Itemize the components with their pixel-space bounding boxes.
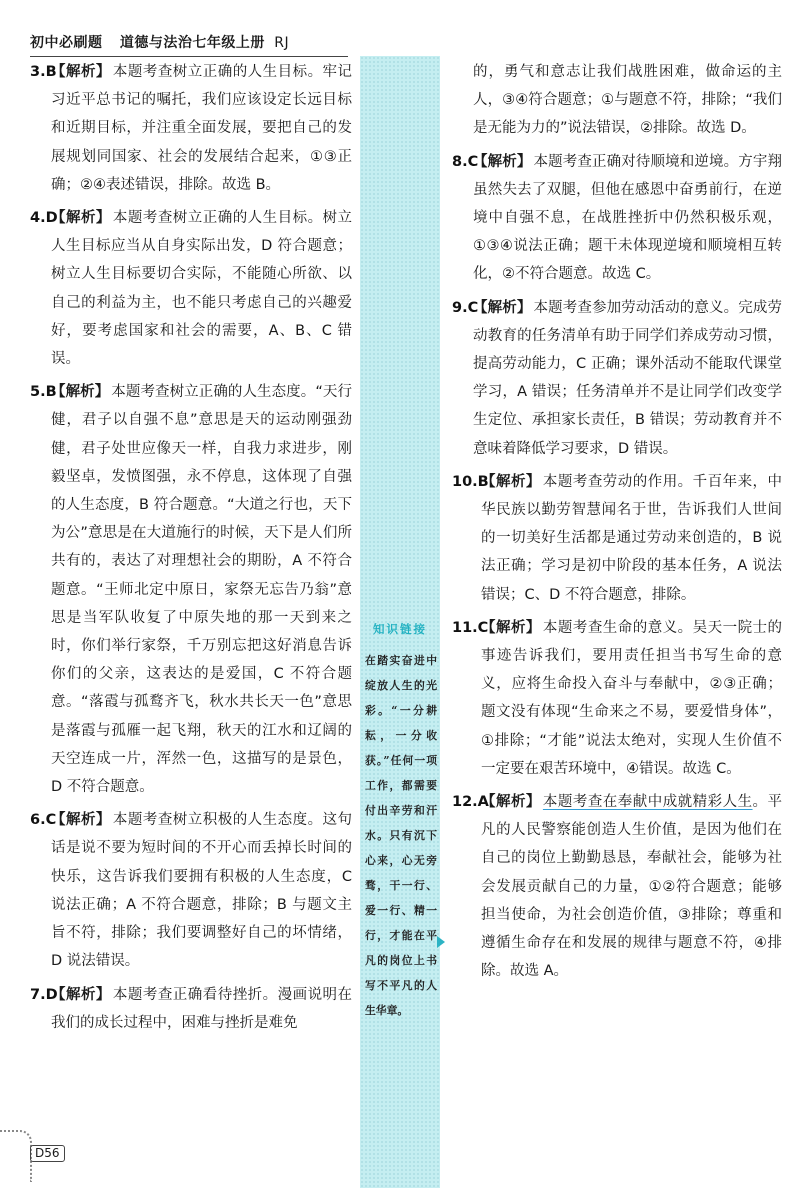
book-title: 初中必刷题 (30, 35, 103, 51)
analysis-tag: 【解析】 (51, 64, 111, 80)
analysis-tag: 【解析】 (481, 619, 541, 636)
analysis-tag: 【解析】 (51, 210, 111, 227)
answer-text: 本题考查树立正确的人生态度。“天行健，君子以自强不息”意思是天的运动刚强劲健，君子处世应像天一样，自我力求进步，刚毅坚卓，发愤图强，永不停息，这体现了自强的人生态度，B 符合题意。“大道之行也，天下为公”意思是在大道施行的时候，天下是人们所共有的，表达了对理想社会的期盼，A 不符合题意。“王师北定中原日，家祭无忘告乃翁”意思是当军队收复了中原失地的那一天到来之时，你们举行家祭，千万别忘把这好消息告诉你们的父亲，这表达的是爱国，C 不符合题意。“落霞与孤鹜齐飞，秋水共长天一色”意思是落霞与孤雁一起飞翔，秋天的江水和辽阔的天空连成一片，浑然一色，这描写的是景色，D 不符合题意。 (51, 384, 352, 796)
answer-text: 本题考查树立正确的人生目标。树立人生目标应当从自身实际出发，D 符合题意；树立人生目标要切合实际，不能随心所欲、以自己的利益为主，也不能只考虑自己的兴趣爱好，要考虑国家和社会的需要，A、B、C 错误。 (51, 210, 353, 368)
answer-number: 5.B (30, 384, 57, 401)
edition-label: RJ (274, 35, 290, 51)
answer-number: 10.B (452, 473, 489, 490)
answer-number: 12.A (452, 794, 489, 811)
answer-item (452, 468, 782, 609)
answer-item (452, 788, 782, 985)
analysis-tag: 【解析】 (51, 986, 111, 1003)
analysis-tag: 【解析】 (51, 812, 111, 829)
answer-item (30, 204, 352, 373)
answer-number: 9.C (452, 299, 479, 316)
page-number: D56 (30, 1145, 65, 1162)
analysis-tag: 【解析】 (51, 384, 110, 401)
answer-text: 。平凡的人民警察能创造人生价值，是因为他们在自己的岗位上勤勤恳恳，奉献社会，能够为社会发展贡献自己的力量，①②符合题意；能够担当使命，为社会创造价值，③排除；尊重和遵循生命存在和发展的规律与题意不符，④排除。故选 A。 (481, 794, 783, 980)
sidebar-body: 在踏实奋进中绽放人生的光彩。“一分耕耘，一分收获。”任何一项工作，都需要付出辛劳和汗水。只有沉下心来，心无旁骛，干一行、爱一行、精一行，才能在平凡的岗位上书写不平凡的人生华章。 (365, 654, 437, 1017)
analysis-tag: 【解析】 (473, 299, 532, 316)
answer-item (452, 294, 782, 463)
answer-column-right (452, 58, 782, 991)
answer-number: 7.D (30, 986, 58, 1003)
answer-text: 本题考查正确看待挫折。漫画说明在我们的成长过程中，困难与挫折是难免 (51, 986, 353, 1031)
answer-text: 的，勇气和意志让我们战胜困难，做命运的主人，③④符合题意；①与题意不符，排除；“我们是无能为力的”说法错误，②排除。故选 D。 (473, 64, 782, 137)
answer-item (30, 58, 352, 199)
answer-text: 本题考查正确对待顺境和逆境。方宇翔虽然失去了双腿，但他在感恩中奋勇前行，在逆境中自强不息，在战胜挫折中仍然积极乐观，①③④说法正确；题干未体现逆境和顺境相互转化，②不符合题意。故选 C。 (473, 153, 782, 283)
answer-item (452, 614, 782, 783)
answer-column-left (30, 58, 352, 1042)
analysis-tag: 【解析】 (481, 473, 541, 490)
answer-text: 本题考查生命的意义。吴天一院士的事迹告诉我们，要用责任担当书写生命的意义，应将生命投入奋斗与奉献中，②③正确；题文没有体现“生命来之不易，要爱惜身体”，①排除；“才能”说法太绝对，实现人生价值不一定要在艰苦环境中，④错误。故选 C。 (481, 619, 783, 777)
answer-text: 本题考查树立正确的人生目标。牢记习近平总书记的嘱托，我们应该设定长远目标和近期目标，并注重全面发展，要把自己的发展规划同国家、社会的发展结合起来，①③正确；②④表述错误，排除。故选 B。 (51, 64, 353, 193)
analysis-tag: 【解析】 (481, 794, 541, 811)
answer-item (30, 981, 352, 1037)
sidebar-title: 知识链接 (373, 622, 427, 636)
corner-decoration (0, 1130, 32, 1182)
answer-number: 4.D (30, 210, 58, 227)
analysis-tag: 【解析】 (473, 153, 532, 170)
answer-item (30, 378, 352, 801)
highlighted-text: 本题考查在奉献中成就精彩人生 (542, 794, 753, 811)
answer-text: 本题考查参加劳动活动的意义。完成劳动教育的任务清单有助于同学们养成劳动习惯，提高劳动能力，C 正确；课外活动不能取代课堂学习，A 错误；任务清单并不是让同学们改变学生定位、承担家长责任，B 错误；劳动教育并不意味着降低学习要求，D 错误。 (473, 299, 782, 457)
answer-number: 11.C (452, 619, 489, 636)
answer-text: 本题考查树立积极的人生态度。这句话是说不要为短时间的不开心而丢掉长时间的快乐，这告诉我们要拥有积极的人生态度，C 说法正确；A 不符合题意，排除；B 与题文主旨不符，排除；我们要调整好自己的坏情绪，D 说法错误。 (51, 812, 353, 970)
subject-title: 道德与法治七年级上册 (119, 35, 265, 51)
page-header (30, 34, 350, 52)
answer-number: 6.C (30, 812, 57, 829)
answer-item (30, 806, 352, 975)
answer-continuation (452, 58, 782, 143)
pointer-arrow-icon (437, 936, 445, 948)
header-divider (30, 56, 348, 57)
answer-text: 本题考查劳动的作用。千百年来，中华民族以勤劳智慧闻名于世，告诉我们人世间的一切美好生活都是通过劳动来创造的，B 说法正确；学习是初中阶段的基本任务，A 说法错误；C、D 不符合题意，排除。 (481, 473, 783, 603)
answer-number: 8.C (452, 153, 479, 170)
answer-number: 3.B (30, 64, 57, 80)
answer-item (452, 148, 782, 289)
